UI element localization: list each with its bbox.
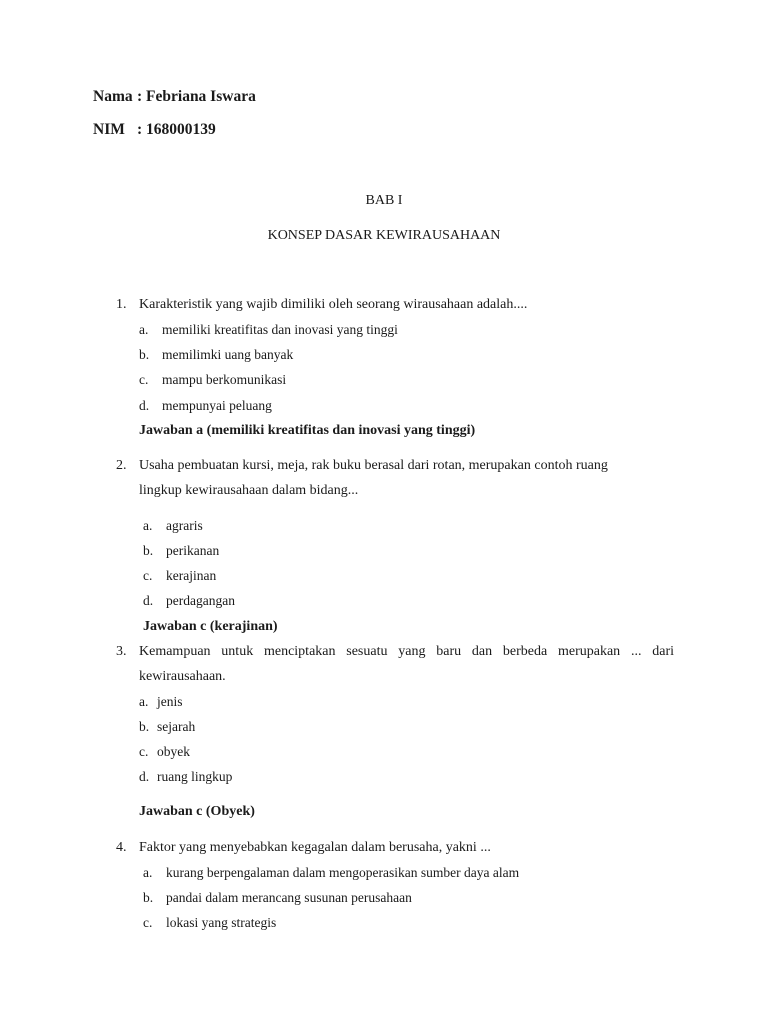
q2-option-c-letter: c. <box>143 568 153 583</box>
nama-label: Nama <box>93 88 133 105</box>
q2-option-b-letter: b. <box>143 543 154 558</box>
nama-value: : Febriana Iswara <box>137 88 256 105</box>
q1-option-c-text: mampu berkomunikasi <box>162 372 287 387</box>
nim-value: : 168000139 <box>137 121 216 138</box>
question-4-number: 4. <box>116 840 127 855</box>
question-2-text-line-1: Usaha pembuatan kursi, meja, rak buku berasal dari rotan, merupakan contoh ruang <box>139 458 608 473</box>
q3-option-c-text: obyek <box>157 744 190 759</box>
question-4-text: Faktor yang menyebabkan kegagalan dalam berusaha, yakni ... <box>139 840 491 855</box>
q1-option-b-text: memilimki uang banyak <box>162 347 294 362</box>
q3-option-a-letter: a. <box>139 694 149 709</box>
q3-option-d-letter: d. <box>139 769 150 784</box>
q2-option-c-text: kerajinan <box>166 568 217 583</box>
q2-option-d-letter: d. <box>143 593 154 608</box>
chapter-number: BAB I <box>365 193 403 208</box>
q3-answer: Jawaban c (Obyek) <box>139 804 255 819</box>
q1-option-d-text: mempunyai peluang <box>162 398 272 413</box>
q1-option-c-letter: c. <box>139 372 149 387</box>
q1-option-a-text: memiliki kreatifitas dan inovasi yang tinggi <box>162 322 398 337</box>
chapter-title: KONSEP DASAR KEWIRAUSAHAAN <box>267 228 501 243</box>
question-1-number: 1. <box>116 297 127 312</box>
q2-option-d-text: perdagangan <box>166 593 235 608</box>
question-2-text-line-2: lingkup kewirausahaan dalam bidang... <box>139 483 359 498</box>
q3-option-a-text: jenis <box>157 694 183 709</box>
question-3-text-line-1: Kemampuan untuk menciptakan sesuatu yang baru dan berbeda merupakan ... dari <box>139 644 674 659</box>
q1-answer: Jawaban a (memiliki kreatifitas dan inovasi yang tinggi) <box>139 423 476 438</box>
question-2-number: 2. <box>116 458 127 473</box>
q3-option-b-letter: b. <box>139 719 150 734</box>
q4-option-c-text: lokasi yang strategis <box>166 915 277 930</box>
q2-option-a-text: agraris <box>166 518 203 533</box>
q4-option-c-letter: c. <box>143 915 153 930</box>
q4-option-b-text: pandai dalam merancang susunan perusahaan <box>166 890 412 905</box>
q1-option-b-letter: b. <box>139 347 150 362</box>
q3-option-d-text: ruang lingkup <box>157 769 233 784</box>
question-3-number: 3. <box>116 644 127 659</box>
nim-label: NIM <box>93 121 125 138</box>
question-1-text: Karakteristik yang wajib dimiliki oleh seorang wirausahaan adalah.... <box>139 297 528 312</box>
q4-option-a-text: kurang berpengalaman dalam mengoperasikan sumber daya alam <box>166 865 520 880</box>
question-3-text-line-2: kewirausahaan. <box>139 669 226 684</box>
q3-option-c-letter: c. <box>139 744 149 759</box>
q1-option-d-letter: d. <box>139 398 150 413</box>
q2-option-a-letter: a. <box>143 518 153 533</box>
q2-option-b-text: perikanan <box>166 543 220 558</box>
q1-option-a-letter: a. <box>139 322 149 337</box>
q2-answer: Jawaban c (kerajinan) <box>143 619 278 634</box>
q4-option-b-letter: b. <box>143 890 154 905</box>
q3-option-b-text: sejarah <box>157 719 196 734</box>
q4-option-a-letter: a. <box>143 865 153 880</box>
